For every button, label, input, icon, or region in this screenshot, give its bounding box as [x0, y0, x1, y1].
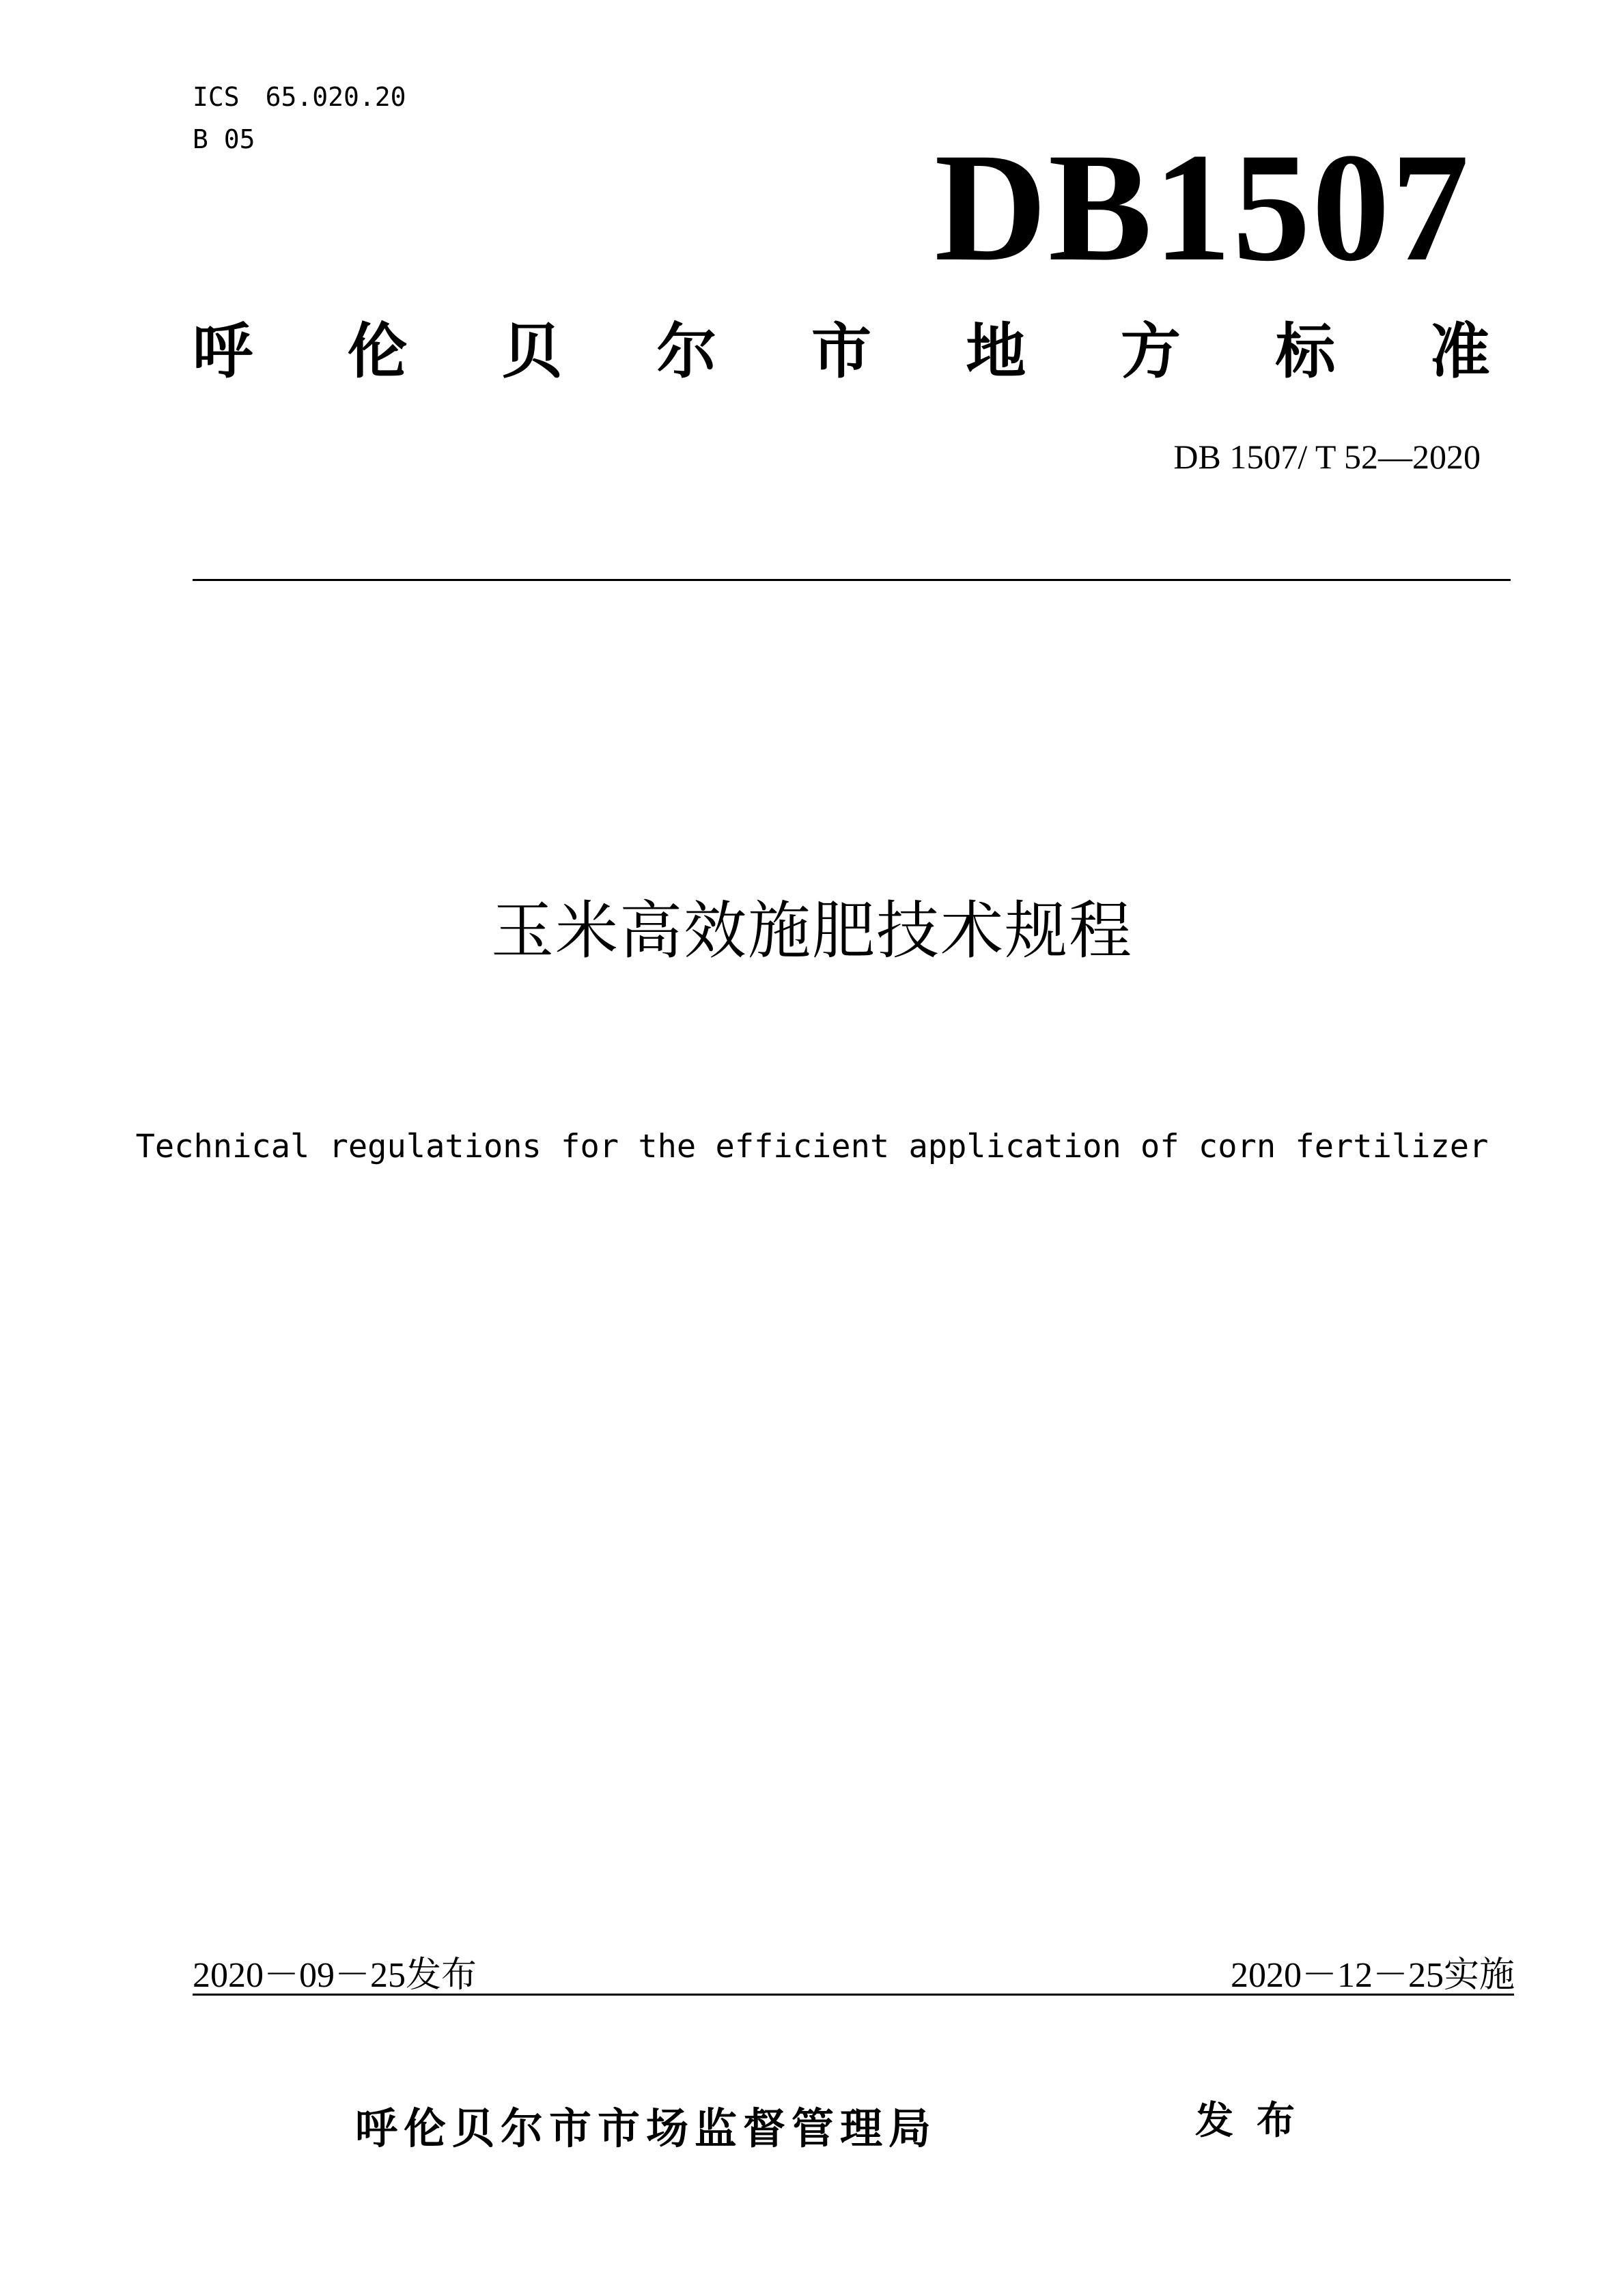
publish-date: 2020－09－25	[193, 1956, 406, 1995]
header-divider	[193, 579, 1511, 581]
category-char: 尔	[656, 316, 717, 386]
implement-date: 2020－12－25	[1230, 1956, 1444, 1995]
standard-category	[193, 315, 1490, 388]
title-chinese: 玉米高效施肥技术规程	[490, 894, 1133, 967]
standard-logo: DB1507	[934, 122, 1470, 294]
issue-label: 发布	[1195, 2099, 1318, 2143]
ccs-code: B 05	[193, 124, 255, 154]
category-char: 方	[1120, 316, 1181, 386]
category-char: 市	[811, 316, 871, 386]
ics-code: 65.020.20	[265, 82, 406, 112]
category-char: 贝	[501, 316, 562, 386]
implement-date-line	[1231, 1946, 1515, 1997]
standard-number: DB 1507/ T 52—2020	[1173, 438, 1481, 476]
category-char: 地	[966, 316, 1026, 386]
publish-date-line	[193, 1946, 477, 1997]
publish-label: 发布	[406, 1955, 477, 1996]
issuing-authority: 呼伦贝尔市市场监督管理局	[355, 2103, 938, 2153]
category-char: 伦	[347, 316, 408, 386]
footer-divider	[193, 1994, 1514, 1996]
category-char: 准	[1429, 316, 1490, 386]
ics-label: ICS	[193, 82, 240, 112]
category-char: 标	[1275, 316, 1336, 386]
implement-label: 实施	[1443, 1955, 1515, 1996]
title-english: Technical regulations for the efficient application of corn fertilizer	[135, 1128, 1489, 1165]
ics-classification	[193, 81, 406, 113]
category-char: 呼	[193, 316, 253, 386]
